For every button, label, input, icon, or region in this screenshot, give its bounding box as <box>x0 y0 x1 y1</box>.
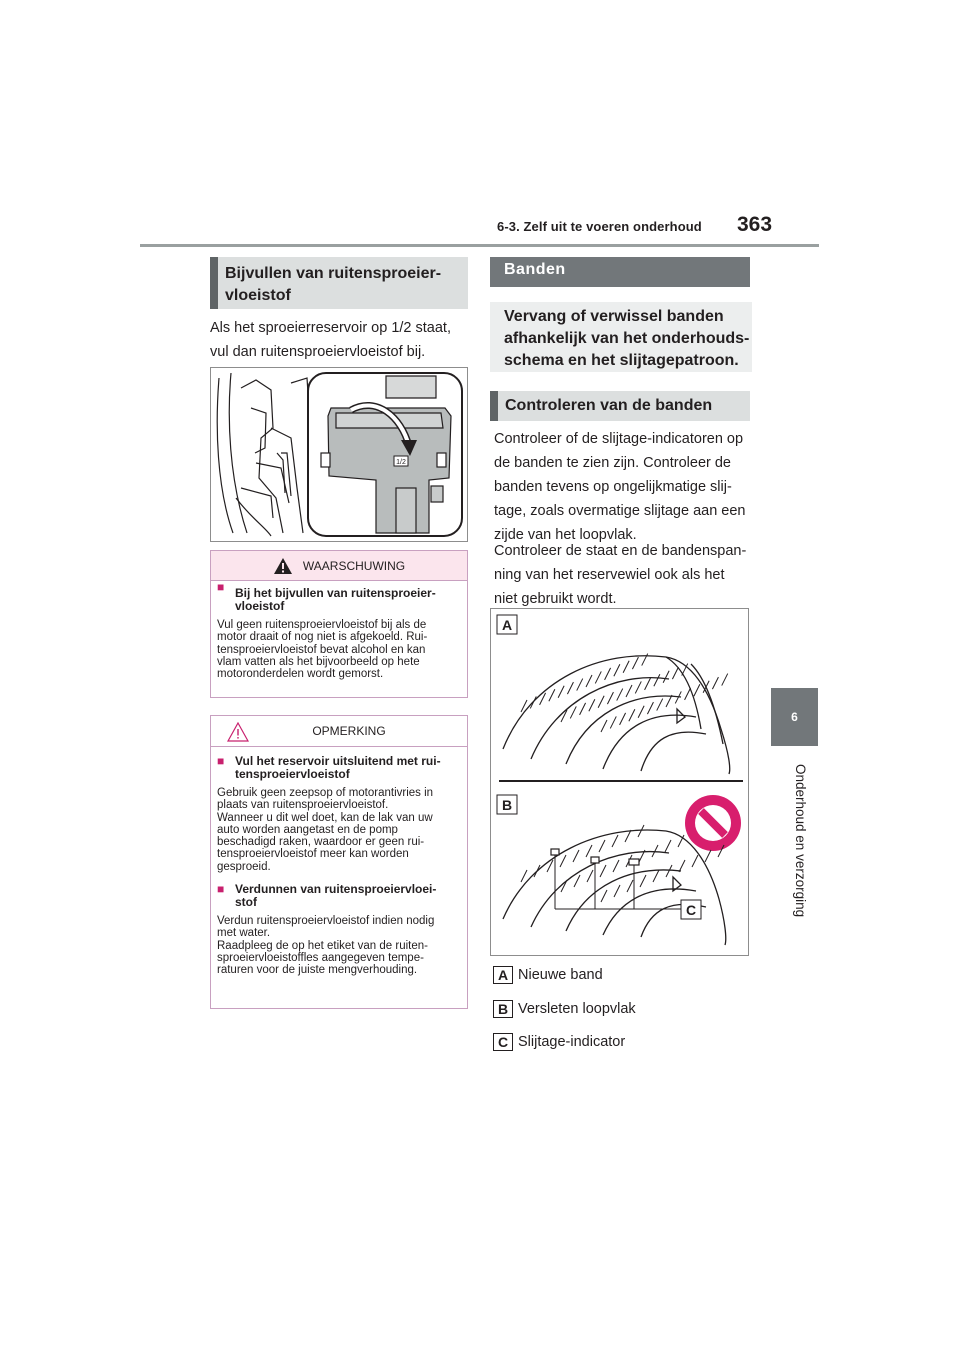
paragraph-line: banden tevens op ongelijkmatige slij- <box>494 479 732 495</box>
paragraph-line: niet gebruikt wordt. <box>494 591 617 607</box>
tread-sipe <box>663 671 669 683</box>
tread-sipe <box>612 835 618 847</box>
warning-line: Vul geen ruitensproeiervloeistof bij als de <box>217 619 427 631</box>
note-line: Raadpleeg de op het etiket van de ruiten- <box>217 939 428 952</box>
paragraph-line: Controleer de staat en de bandenspan- <box>494 543 747 559</box>
note-line: sproeiervloeistoffles aangegeven tempe- <box>217 951 424 964</box>
intro-line: Als het sproeierreservoir op 1/2 staat, <box>210 320 451 336</box>
note-line: Gebruik geen zeepsop of motorantivries in <box>217 787 434 799</box>
tread-sipe <box>561 880 567 892</box>
heading-check-text: Controleren van de banden <box>505 397 713 414</box>
legend-key: C <box>493 1033 513 1051</box>
legend-item-b <box>493 1000 636 1018</box>
paragraph-line: de banden te zien zijn. Controleer de <box>494 455 731 471</box>
tread-sipe <box>610 716 616 728</box>
tread-sipe <box>549 689 555 701</box>
legend-key: A <box>493 966 513 984</box>
note-item-title: Verdunnen van ruitensproeiervloei- <box>235 882 437 897</box>
bullet-square-icon: ■ <box>217 580 225 594</box>
check-paragraph-2 <box>494 539 746 611</box>
note-box <box>210 715 468 1009</box>
tread-sipe <box>705 850 711 862</box>
tread-sipe <box>654 674 660 686</box>
warning-line: motoronderdelen wordt gemorst. <box>217 668 384 681</box>
heading-tires <box>490 257 750 287</box>
tread-sipe <box>640 875 646 887</box>
note-item-1-body <box>211 781 467 873</box>
page-number: 363 <box>737 213 773 236</box>
warning-header <box>211 551 467 581</box>
tread-sipe <box>647 702 653 714</box>
half-mark: 1/2 <box>396 459 406 466</box>
prohibited-icon <box>685 795 741 851</box>
chapter-label: Onderhoud en verzorging <box>793 764 808 918</box>
warning-box <box>210 550 468 698</box>
tread-sipe <box>679 860 685 872</box>
legend-text: Slijtage-indicator <box>518 1034 626 1050</box>
tread-sipe <box>645 678 651 690</box>
tread-sipe <box>600 865 606 877</box>
tread-sipe <box>607 692 613 704</box>
tread-sipe <box>573 850 579 862</box>
tread-sipe <box>586 845 592 857</box>
tread-sipe <box>613 860 619 872</box>
tread-sipe <box>601 890 607 902</box>
heading-tires-text: Banden <box>504 261 566 278</box>
new-tire <box>503 656 730 774</box>
note-line: gesproeid. <box>217 860 271 873</box>
intro-text <box>210 316 451 364</box>
tread-sipe <box>574 875 580 887</box>
tread-sipe <box>605 668 611 680</box>
tread-sipe <box>614 664 620 676</box>
note-line: raturen voor de juiste mengverhouding. <box>217 964 418 977</box>
chapter-tab <box>771 688 818 746</box>
heading-washer-fluid <box>210 257 468 309</box>
warning-line: vlam vatten als het bijvoorbeeld op hete <box>217 655 420 668</box>
tread-sipe <box>558 686 564 698</box>
tread-sipe <box>521 870 527 882</box>
section-title: 6-3. Zelf uit te voeren onderhoud <box>497 219 702 234</box>
bullet-square-icon: ■ <box>217 882 225 897</box>
paragraph-line: Controleer of de slijtage-indicatoren op <box>494 431 744 447</box>
note-line: tensproeiervloeistof meer kan worden <box>217 848 409 861</box>
legend-text: Versleten loopvlak <box>518 1001 636 1017</box>
tread-sipe <box>601 720 607 732</box>
note-item-title: Vul het reservoir uitsluitend met rui- <box>235 754 441 768</box>
tread-sipe <box>567 682 573 694</box>
warning-item <box>217 581 467 613</box>
subheading-box <box>490 302 752 372</box>
note-line: Verdun ruitensproeiervloeistof indien nodig <box>217 915 435 928</box>
tread-sipe <box>623 661 629 673</box>
warning-item-title: vloeistof <box>235 599 285 613</box>
tread-sipe <box>599 840 605 852</box>
tread-sipe <box>672 667 678 679</box>
note-line: beschadigd raken, waardoor er geen rui- <box>217 836 425 849</box>
note-line: auto worden aangetast en de pomp <box>217 823 398 836</box>
chapter-number: 6 <box>791 710 798 724</box>
tread-sipe <box>685 688 691 700</box>
tread-sipe <box>657 699 663 711</box>
tread-sipe <box>666 865 672 877</box>
warning-body <box>211 613 467 680</box>
subheading-line: Vervang of verwissel banden <box>504 308 724 325</box>
tread-sipe <box>570 706 576 718</box>
note-line: Wanneer u dit wel doet, kan de lak van uw <box>217 811 433 824</box>
tread-sipe <box>560 855 566 867</box>
tread-sipe <box>638 825 644 837</box>
warning-line: motor draait of nog niet is afgekoeld. Rui- <box>217 631 428 644</box>
tread-sipe <box>635 681 641 693</box>
tread-sipe <box>614 885 620 897</box>
note-item-2-body <box>211 909 467 976</box>
note-item-1 <box>217 747 467 781</box>
warning-title: WAARSCHUWING <box>302 558 406 573</box>
subheading-line: afhankelijk van het onderhouds- <box>504 330 750 347</box>
note-item-title: tensproeiervloeistof <box>235 767 350 781</box>
tread-sipe <box>638 706 644 718</box>
tread-sipes <box>521 654 728 732</box>
tread-sipe <box>712 677 718 689</box>
tread-sipe <box>692 855 698 867</box>
reservoir-drawing <box>211 368 467 541</box>
tread-sipe <box>580 703 586 715</box>
tire-illustration <box>490 608 749 956</box>
tread-sipe <box>598 696 604 708</box>
heading-check-tires <box>490 391 750 421</box>
subheading-line: schema en het slijtagepatroon. <box>504 352 739 369</box>
tread-sipe <box>587 870 593 882</box>
warning-triangle-icon <box>273 557 293 575</box>
figure-label-c: C <box>685 902 697 918</box>
tread-sipe <box>653 870 659 882</box>
tread-sipe <box>665 840 671 852</box>
warning-item-title: Bij het bijvullen van ruitensproeier- <box>235 586 436 600</box>
tread-sipe <box>627 880 633 892</box>
legend-item-c <box>493 1033 625 1051</box>
tread-sipe <box>620 713 626 725</box>
tread-sipe <box>626 685 632 697</box>
paragraph-line: ning van het reservewiel ook als het <box>494 567 725 583</box>
tire-drawing <box>491 609 748 955</box>
heading-line: vloeistof <box>225 287 291 304</box>
tread-sipe <box>617 689 623 701</box>
tread-sipe <box>577 679 583 691</box>
tread-sipe <box>534 865 540 877</box>
tread-sipe <box>632 657 638 669</box>
header-rule <box>140 244 819 247</box>
figure-label-a: A <box>501 617 513 633</box>
legend-text: Nieuwe band <box>518 967 603 983</box>
tread-sipe <box>722 674 728 686</box>
legend-key: B <box>493 1000 513 1018</box>
intro-line: vul dan ruitensproeiervloeistof bij. <box>210 344 426 360</box>
note-item-2 <box>217 873 467 909</box>
note-line: met water. <box>217 927 271 940</box>
legend-item-a <box>493 966 603 984</box>
tread-sipe <box>625 830 631 842</box>
tread-sipe <box>589 699 595 711</box>
note-header <box>211 716 467 747</box>
tread-sipe <box>586 675 592 687</box>
worn-tire <box>503 830 726 945</box>
note-title: OPMERKING <box>312 724 386 738</box>
reservoir-illustration <box>210 367 468 542</box>
caution-triangle-icon <box>227 722 249 742</box>
figure-label-b: B <box>501 797 513 813</box>
paragraph-line: tage, zoals overmatige slijtage aan een <box>494 503 746 519</box>
heading-line: Bijvullen van ruitensproeier- <box>225 265 442 282</box>
note-line: plaats van ruitensproeiervloeistof. <box>217 799 389 812</box>
paragraph-line: zijde van het loopvlak. <box>494 527 637 543</box>
warning-line: tensproeiervloeistof bevat alcohol en kan <box>217 643 426 656</box>
tread-sipe <box>694 684 700 696</box>
bullet-square-icon: ■ <box>217 754 225 768</box>
tread-sipe <box>530 696 536 708</box>
note-item-title: stof <box>235 895 257 910</box>
tread-sipe <box>666 695 672 707</box>
check-paragraph-1 <box>494 427 746 547</box>
tread-sipe <box>629 709 635 721</box>
tread-sipe <box>595 671 601 683</box>
